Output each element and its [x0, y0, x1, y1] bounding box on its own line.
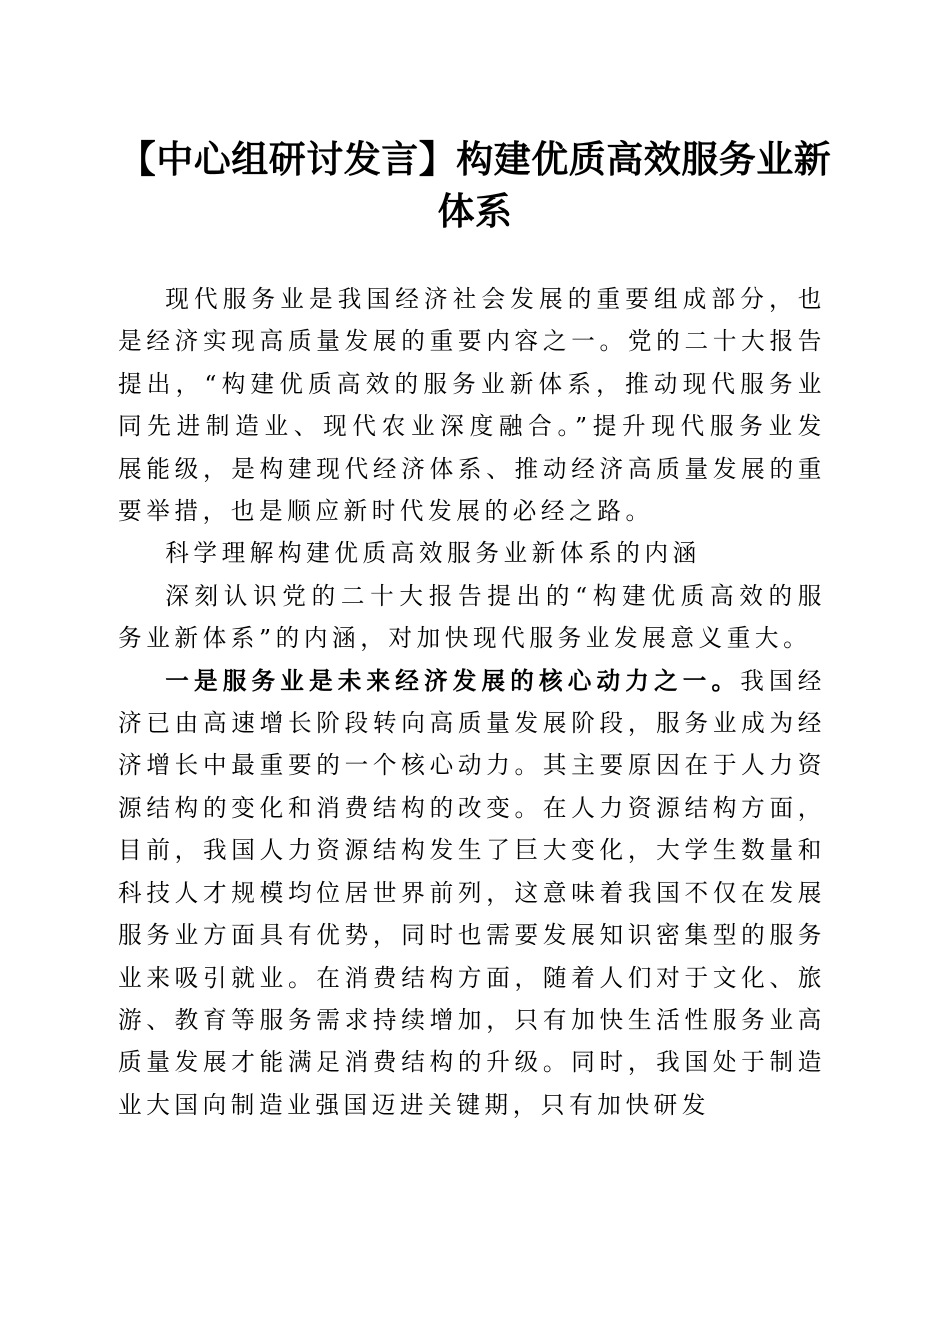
paragraph-text: 深刻认识党的二十大报告提出的“构建优质高效的服务业新体系”的内涵，对加快现代服务业发展意义重大。 [118, 581, 826, 653]
paragraph-text: 我国经济已由高速增长阶段转向高质量发展阶段，服务业成为经济增长中最重要的一个核心动力。其主要原因在于人力资源结构的变化和消费结构的改变。在人力资源结构方面，目前，我国人力资源结构发生了巨大变化，大学生数量和科技人才规模均位居世界前列，这意味着我国不仅在发展服务业方面具有优势，同时也需要发展知识密集型的服务业来吸引就业。在消费结构方面，随着人们对于文化、旅游、教育等服务需求持续增加，只有加快生活性服务业高质量发展才能满足消费结构的升级。同时，我国处于制造业大国向制造业强国迈进关键期，只有加快研发 [118, 666, 827, 1119]
paragraph-intro [118, 278, 826, 532]
paragraph-section-intro [118, 575, 826, 660]
paragraph-point-one [118, 660, 826, 1126]
section-heading [118, 532, 826, 574]
document-body [118, 278, 826, 1126]
paragraph-text: 科学理解构建优质高效服务业新体系的内涵 [165, 539, 701, 568]
paragraph-lead-sentence: 一是服务业是未来经济发展的核心动力之一。 [165, 666, 741, 695]
paragraph-text: 现代服务业是我国经济社会发展的重要组成部分，也是经济实现高质量发展的重要内容之一。党的二十大报告提出，“构建优质高效的服务业新体系，推动现代服务业同先进制造业、现代农业深度融合。”提升现代服务业发展能级，是构建现代经济体系、推动经济高质量发展的重要举措，也是顺应新时代发展的必经之路。 [118, 285, 826, 526]
document-title: 【中心组研讨发言】构建优质高效服务业新体系 [118, 138, 832, 233]
